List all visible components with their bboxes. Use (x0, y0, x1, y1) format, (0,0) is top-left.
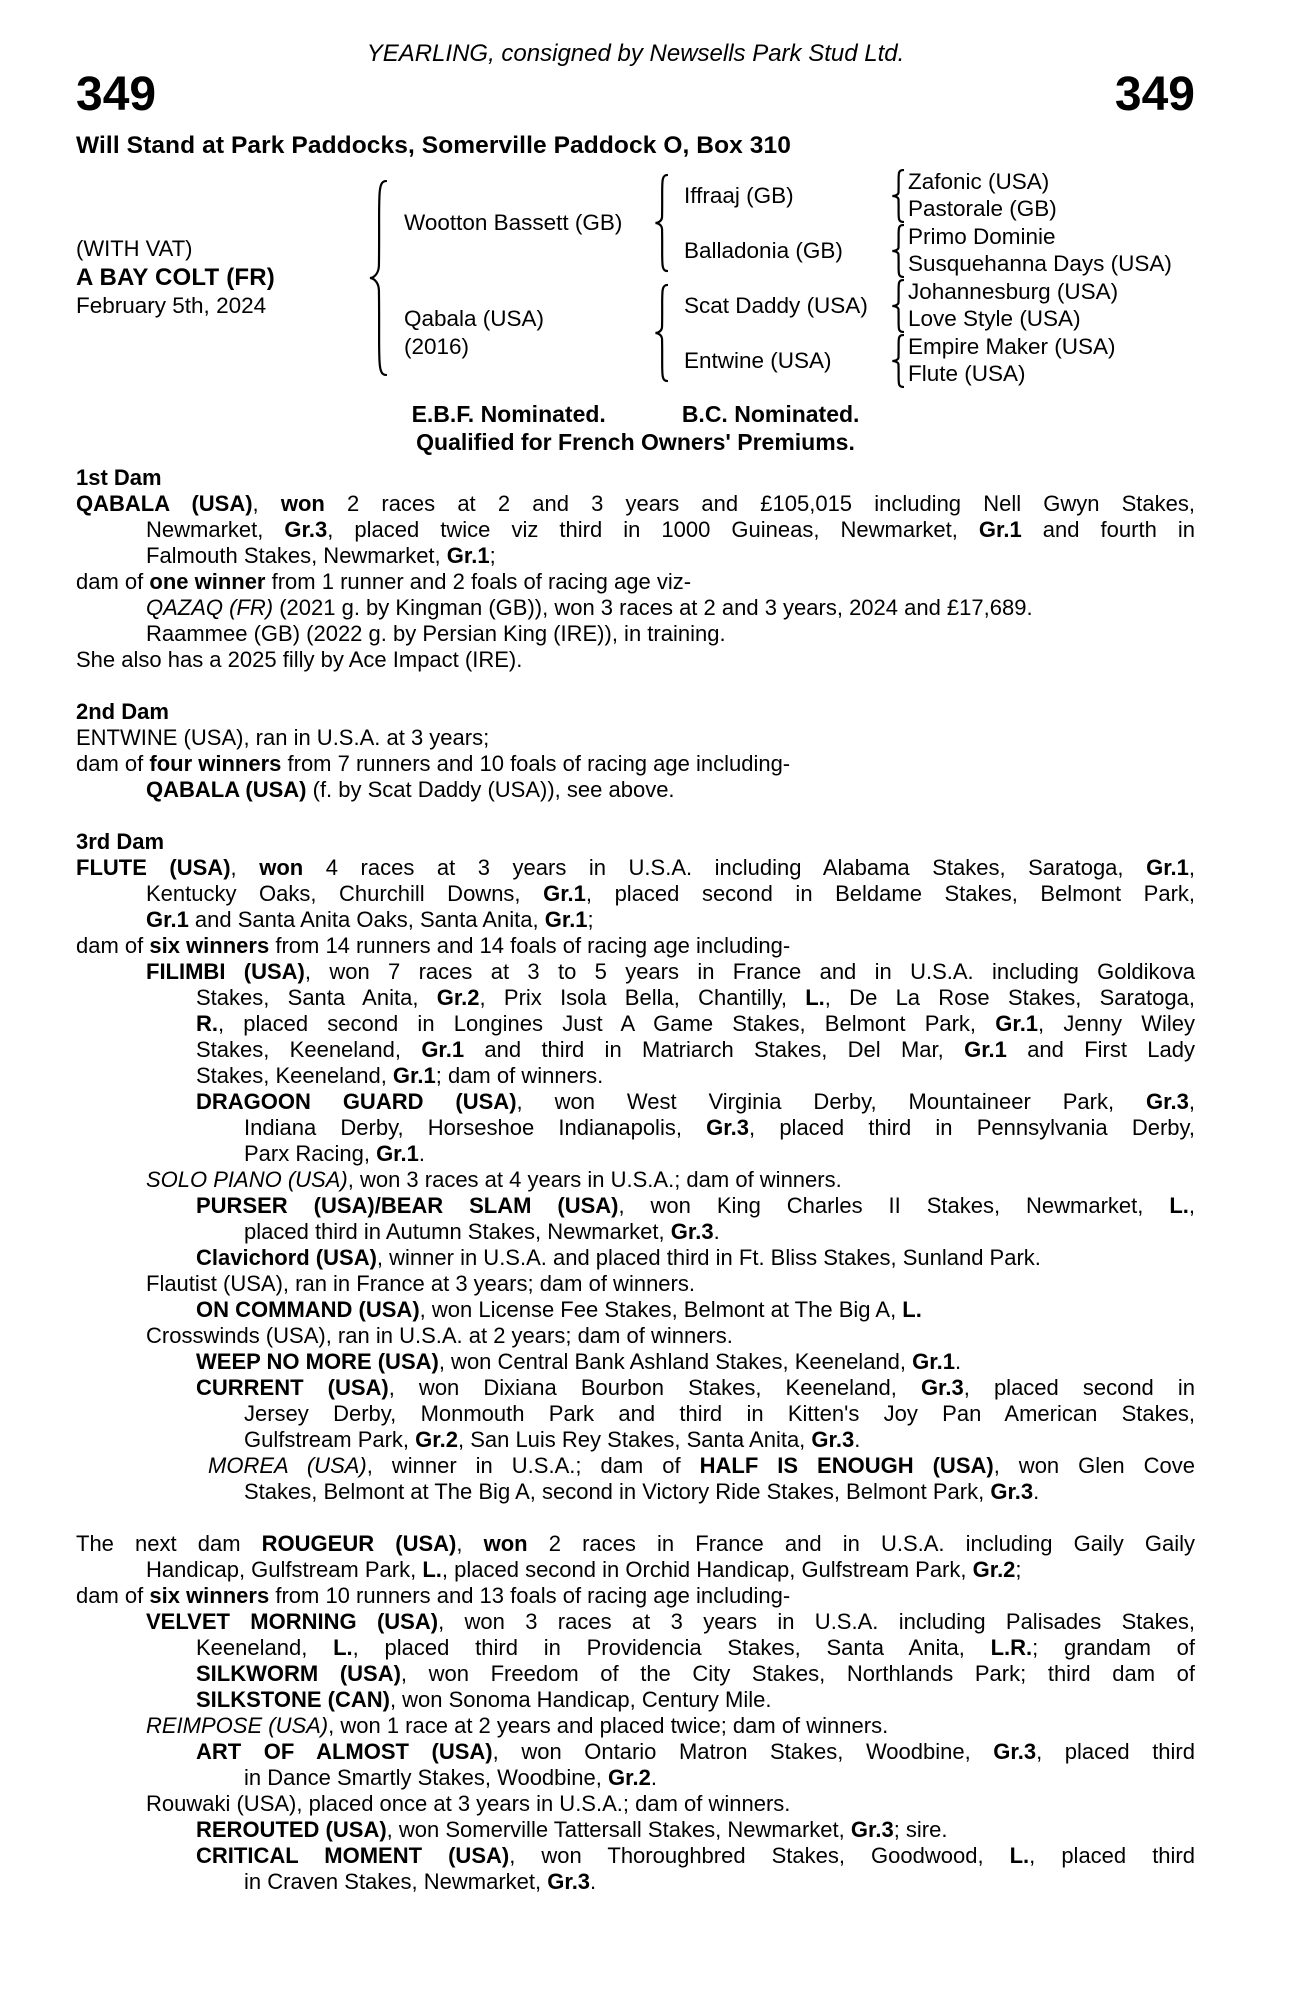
catalog-line: PURSER (USA)/BEAR SLAM (USA), won King Charles II Stakes, Newmarket, L., (196, 1193, 1195, 1218)
catalog-line: Parx Racing, Gr.1. (244, 1141, 425, 1166)
catalog-paragraph (76, 1089, 1195, 1167)
catalog-line: Gr.1 and Santa Anita Oaks, Santa Anita, Gr.1; (146, 907, 594, 932)
dam-section (76, 829, 1195, 1505)
pedigree-brace (886, 333, 908, 388)
catalog-paragraph (76, 1245, 1195, 1271)
catalog-line: Crosswinds (USA), ran in U.S.A. at 2 years; dam of winners. (146, 1323, 733, 1348)
pedigree-table (76, 168, 1195, 388)
catalog-line: Stakes, Keeneland, Gr.1; dam of winners. (196, 1063, 604, 1088)
catalog-paragraph (76, 959, 1195, 1089)
catalog-line: WEEP NO MORE (USA), won Central Bank Ashland Stakes, Keeneland, Gr.1. (196, 1349, 962, 1374)
gen3-name-7: Flute (USA) (908, 361, 1026, 387)
catalog-paragraph (76, 647, 1195, 673)
catalog-line: Handicap, Gulfstream Park, L., placed second in Orchid Handicap, Gulfstream Park, Gr.2; (146, 1557, 1022, 1582)
catalog-line: R., placed second in Longines Just A Game Stakes, Belmont Park, Gr.1, Jenny Wiley (196, 1011, 1196, 1036)
catalog-line: CURRENT (USA), won Dixiana Bourbon Stakes, Keeneland, Gr.3, placed second in (196, 1375, 1195, 1400)
dam-heading: 1st Dam (76, 465, 162, 490)
catalog-paragraph (76, 751, 1195, 777)
curly-brace-icon (654, 173, 668, 273)
french-premiums-line: Qualified for French Owners' Premiums. (416, 429, 855, 455)
catalog-line: ON COMMAND (USA), won License Fee Stakes, Belmont at The Big A, L. (196, 1297, 922, 1322)
curly-brace-icon (891, 169, 904, 223)
gen3-name-5: Love Style (USA) (908, 306, 1081, 332)
curly-brace-icon (891, 224, 904, 278)
lot-number-row (76, 70, 1195, 120)
curly-brace-icon (368, 177, 387, 379)
gen2-name-0: Iffraaj (GB) (684, 182, 794, 208)
catalog-line: dam of six winners from 14 runners and 14 foals of racing age including- (76, 933, 791, 958)
catalog-line: in Dance Smartly Stakes, Woodbine, Gr.2. (244, 1765, 657, 1790)
catalog-paragraph (76, 1739, 1195, 1791)
colt-info (76, 168, 364, 388)
sire-name: Wootton Bassett (GB) (404, 210, 623, 235)
dam-name: Qabala (USA) (2016) (404, 306, 545, 359)
catalog-paragraph (76, 595, 1195, 621)
catalog-paragraph (76, 1791, 1195, 1817)
catalog-paragraph (76, 569, 1195, 595)
catalog-line: REIMPOSE (USA), won 1 race at 2 years and placed twice; dam of winners. (146, 1713, 889, 1738)
stand-line: Will Stand at Park Paddocks, Somerville Paddock O, Box 310 (76, 132, 791, 159)
pedigree-brace (886, 278, 908, 333)
pedigree-brace (886, 223, 908, 278)
pedigree-brace (364, 168, 390, 388)
pedigree-brace (648, 278, 674, 388)
catalog-line: Gulfstream Park, Gr.2, San Luis Rey Stakes, Santa Anita, Gr.3. (244, 1427, 861, 1452)
pedigree-text (76, 465, 1195, 1895)
catalog-paragraph (76, 1843, 1195, 1895)
catalog-paragraph (76, 777, 1195, 803)
catalog-line: QABALA (USA), won 2 races at 2 and 3 years and £105,015 including Nell Gwyn Stakes, (76, 491, 1196, 516)
gen2-name-3: Entwine (USA) (684, 347, 832, 373)
catalog-line: dam of four winners from 7 runners and 10 foals of racing age including- (76, 751, 791, 776)
foal-date: February 5th, 2024 (76, 293, 267, 319)
colt-name: A BAY COLT (FR) (76, 263, 275, 291)
catalog-paragraph (76, 1817, 1195, 1843)
catalog-line: Raammee (GB) (2022 g. by Persian King (IRE)), in training. (146, 621, 726, 646)
catalog-line: QABALA (USA) (f. by Scat Daddy (USA)), see above. (146, 777, 675, 802)
catalog-paragraph (76, 1193, 1195, 1245)
curly-brace-icon (891, 279, 904, 333)
catalog-paragraph (76, 855, 1195, 933)
gen3-name-1: Pastorale (GB) (908, 196, 1057, 222)
catalog-paragraph (76, 1453, 1195, 1505)
dam-heading: 3rd Dam (76, 829, 165, 854)
bc-nominated: B.C. Nominated. (681, 401, 860, 427)
dam-heading: 2nd Dam (76, 699, 169, 724)
curly-brace-icon (654, 283, 668, 383)
catalog-line: The next dam ROUGEUR (USA), won 2 races in France and in U.S.A. including Gaily Gaily (76, 1531, 1195, 1556)
catalog-line: She also has a 2025 filly by Ace Impact (IRE). (76, 647, 523, 672)
dam-section (76, 465, 1195, 673)
catalog-paragraph (76, 1583, 1195, 1609)
catalog-paragraph (76, 1297, 1195, 1323)
catalog-line: DRAGOON GUARD (USA), won West Virginia Derby, Mountaineer Park, Gr.3, (196, 1089, 1195, 1114)
catalog-line: Stakes, Santa Anita, Gr.2, Prix Isola Bella, Chantilly, L., De La Rose Stakes, Saratoga, (196, 985, 1195, 1010)
catalog-paragraph (76, 933, 1195, 959)
nominations-line (76, 400, 1195, 428)
catalog-line: Falmouth Stakes, Newmarket, Gr.1; (146, 543, 496, 568)
catalog-line: MOREA (USA), winner in U.S.A.; dam of HALF IS ENOUGH (USA), won Glen Cove (208, 1453, 1195, 1478)
catalog-line: Stakes, Belmont at The Big A, second in Victory Ride Stakes, Belmont Park, Gr.3. (244, 1479, 1040, 1504)
catalog-line: SILKWORM (USA), won Freedom of the City Stakes, Northlands Park; third dam of (196, 1661, 1195, 1686)
curly-brace-icon (891, 334, 904, 388)
lot-number-right: 349 (1114, 68, 1195, 121)
gen2-name-2: Scat Daddy (USA) (684, 292, 868, 318)
catalog-paragraph (76, 725, 1195, 751)
vat-note: (WITH VAT) (76, 236, 193, 262)
catalog-paragraph (76, 1713, 1195, 1739)
catalog-paragraph (76, 1167, 1195, 1193)
catalog-line: Clavichord (USA), winner in U.S.A. and placed third in Ft. Bliss Stakes, Sunland Park. (196, 1245, 1041, 1270)
catalog-line: CRITICAL MOMENT (USA), won Thoroughbred Stakes, Goodwood, L., placed third (196, 1843, 1195, 1868)
catalog-line: Indiana Derby, Horseshoe Indianapolis, Gr.3, placed third in Pennsylvania Derby, (244, 1115, 1195, 1140)
catalog-line: REROUTED (USA), won Somerville Tattersall Stakes, Newmarket, Gr.3; sire. (196, 1817, 948, 1842)
dam-section (76, 1531, 1195, 1895)
catalog-line: SOLO PIANO (USA), won 3 races at 4 years in U.S.A.; dam of winners. (146, 1167, 842, 1192)
catalog-line: FLUTE (USA), won 4 races at 3 years in U.S.A. including Alabama Stakes, Saratoga, Gr.1, (76, 855, 1196, 880)
catalog-line: Keeneland, L., placed third in Providencia Stakes, Santa Anita, L.R.; grandam of (196, 1635, 1196, 1660)
catalog-line: dam of one winner from 1 runner and 2 foals of racing age viz- (76, 569, 692, 594)
dam-section (76, 699, 1195, 803)
catalog-line: QAZAQ (FR) (2021 g. by Kingman (GB)), won 3 races at 2 and 3 years, 2024 and £17,689. (146, 595, 1033, 620)
catalog-paragraph (76, 621, 1195, 647)
catalog-paragraph (76, 1609, 1195, 1713)
catalog-paragraph (76, 491, 1195, 569)
catalog-line: Jersey Derby, Monmouth Park and third in Kitten's Joy Pan American Stakes, (244, 1401, 1195, 1426)
catalog-paragraph (76, 1349, 1195, 1375)
ebf-nominated: E.B.F. Nominated. (411, 401, 606, 427)
catalog-line: VELVET MORNING (USA), won 3 races at 3 years in U.S.A. including Palisades Stakes, (146, 1609, 1196, 1634)
catalog-line: dam of six winners from 10 runners and 13 foals of racing age including- (76, 1583, 791, 1608)
catalog-paragraph (76, 1375, 1195, 1453)
pedigree-brace (886, 168, 908, 223)
catalog-line: Newmarket, Gr.3, placed twice viz third in 1000 Guineas, Newmarket, Gr.1 and fourth in (146, 517, 1195, 542)
gen3-name-6: Empire Maker (USA) (908, 333, 1116, 359)
gen3-name-0: Zafonic (USA) (908, 168, 1050, 194)
catalog-line: placed third in Autumn Stakes, Newmarket, Gr.3. (244, 1219, 720, 1244)
lot-number-left: 349 (76, 68, 157, 121)
catalog-paragraph (76, 1323, 1195, 1349)
catalog-line: ART OF ALMOST (USA), won Ontario Matron Stakes, Woodbine, Gr.3, placed third (196, 1739, 1195, 1764)
catalog-line: in Craven Stakes, Newmarket, Gr.3. (244, 1869, 597, 1894)
catalog-line: Flautist (USA), ran in France at 3 years; dam of winners. (146, 1271, 695, 1296)
catalog-line: Stakes, Keeneland, Gr.1 and third in Matriarch Stakes, Del Mar, Gr.1 and First Lady (196, 1037, 1195, 1062)
gen2-name-1: Balladonia (GB) (684, 237, 843, 263)
consignor-line: YEARLING, consigned by Newsells Park Stud Ltd. (366, 40, 905, 67)
gen3-name-4: Johannesburg (USA) (908, 278, 1119, 304)
catalog-line: SILKSTONE (CAN), won Sonoma Handicap, Century Mile. (196, 1687, 772, 1712)
catalog-paragraph (76, 1271, 1195, 1297)
gen3-name-3: Susquehanna Days (USA) (908, 251, 1172, 277)
catalog-paragraph (76, 1531, 1195, 1583)
catalog-line: ENTWINE (USA), ran in U.S.A. at 3 years; (76, 725, 490, 750)
nominations-block (76, 400, 1195, 456)
gen3-name-2: Primo Dominie (908, 223, 1056, 249)
catalog-line: FILIMBI (USA), won 7 races at 3 to 5 years in France and in U.S.A. including Goldikova (146, 959, 1195, 984)
pedigree-brace (648, 168, 674, 278)
catalog-line: Kentucky Oaks, Churchill Downs, Gr.1, placed second in Beldame Stakes, Belmont Park, (146, 881, 1196, 906)
catalog-line: Rouwaki (USA), placed once at 3 years in U.S.A.; dam of winners. (146, 1791, 791, 1816)
